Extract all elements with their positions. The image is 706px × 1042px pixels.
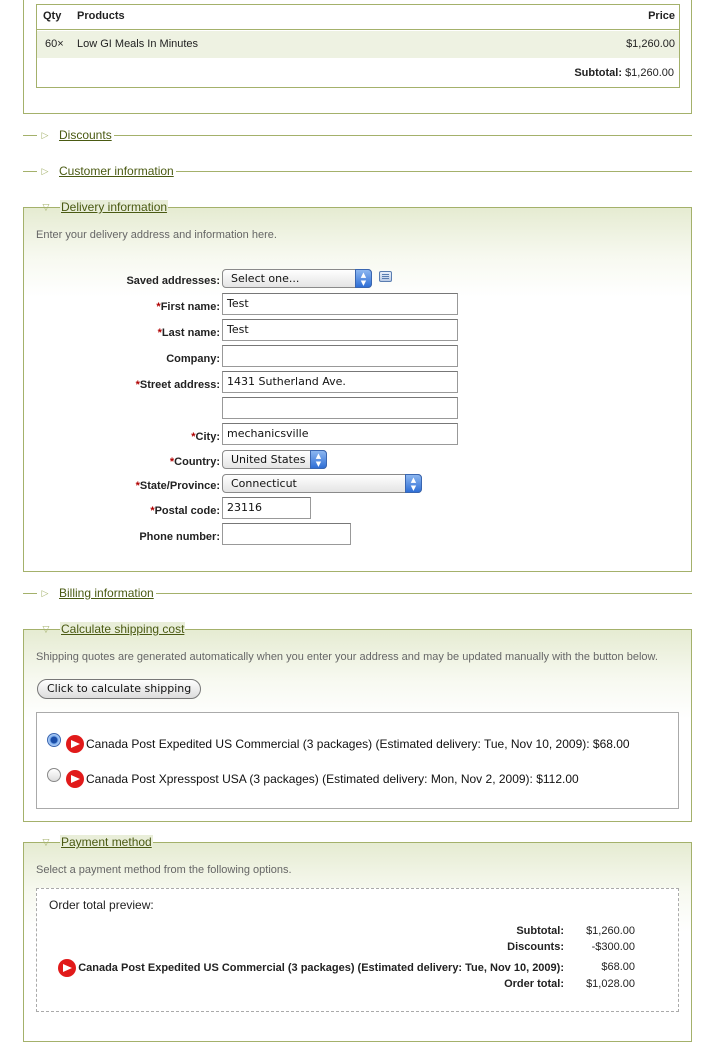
calculate-shipping-toggle-link[interactable]: Calculate shipping cost [61, 622, 185, 636]
subtotal-value: $1,260.00 [625, 67, 674, 79]
address-book-icon[interactable] [379, 271, 392, 282]
calculate-shipping-button[interactable]: Click to calculate shipping [37, 679, 201, 699]
preview-label: Subtotal: [516, 925, 564, 937]
postal-code-label: *Postal code: [150, 505, 220, 517]
city-label: *City: [191, 431, 220, 443]
shipping-quote-option[interactable] [47, 770, 579, 788]
quote-text: Canada Post Expedited US Commercial (3 packages) (Estimated delivery: Tue, Nov 10, 2009): $68.00 [86, 737, 630, 751]
item-product: Low GI Meals In Minutes [77, 38, 199, 50]
first-name-input[interactable]: Test [222, 293, 458, 315]
canada-post-icon [66, 735, 84, 753]
products-header: Products [77, 10, 125, 22]
expand-arrow-icon[interactable]: ▷ [41, 129, 49, 140]
delivery-information-toggle-link[interactable]: Delivery information [61, 200, 168, 214]
preview-line [37, 941, 678, 957]
canada-post-icon [66, 770, 84, 788]
collapse-arrow-icon[interactable]: ▽ [42, 836, 50, 847]
country-label: *Country: [169, 456, 220, 468]
state-province-value: Connecticut [231, 477, 297, 490]
country-value: United States [231, 453, 306, 466]
company-label: Company: [166, 353, 220, 365]
preview-label: Order total: [504, 978, 564, 990]
company-input[interactable] [222, 345, 458, 367]
preview-shipping-label: Canada Post Expedited US Commercial (3 packages) (Estimated delivery: Tue, Nov 10, 2009): [58, 959, 564, 977]
delivery-intro: Enter your delivery address and information here. [36, 229, 277, 241]
preview-label: Discounts: [507, 941, 564, 953]
select-stepper-icon: ▲ ▼ [355, 269, 372, 288]
preview-line [37, 959, 678, 975]
billing-information-toggle-link[interactable]: Billing information [59, 586, 154, 600]
radio-unselected[interactable] [47, 768, 61, 782]
preview-line [37, 925, 678, 941]
item-qty: 60× [45, 38, 64, 50]
country-select[interactable] [222, 450, 327, 469]
order-total-preview [36, 888, 679, 1012]
qty-header: Qty [43, 10, 62, 22]
collapse-arrow-icon[interactable]: ▽ [42, 201, 50, 212]
subtotal-label: Subtotal: [574, 67, 622, 79]
last-name-input[interactable]: Test [222, 319, 458, 341]
last-name-label: *Last name: [157, 327, 220, 339]
state-province-select[interactable] [222, 474, 422, 493]
phone-number-label: Phone number: [139, 531, 220, 543]
street-address-label: *Street address: [135, 379, 220, 391]
state-province-label: *State/Province: [135, 480, 220, 492]
first-name-label: *First name: [156, 301, 220, 313]
pane-billing-information [23, 586, 692, 600]
preview-line [37, 978, 678, 994]
item-price: $1,260.00 [626, 38, 675, 50]
postal-code-input[interactable]: 23116 [222, 497, 311, 519]
select-stepper-icon: ▲ ▼ [405, 474, 422, 493]
shipping-quotes [36, 712, 679, 809]
preview-value: $1,028.00 [586, 978, 635, 990]
saved-addresses-value: Select one... [231, 272, 300, 285]
pane-calculate-shipping [23, 622, 692, 822]
preview-value: $68.00 [601, 961, 635, 973]
payment-intro: Select a payment method from the following options. [36, 864, 292, 876]
preview-value: $1,260.00 [586, 925, 635, 937]
discounts-toggle-link[interactable]: Discounts [59, 128, 112, 142]
saved-addresses-label: Saved addresses: [126, 275, 220, 287]
cart-table [36, 4, 680, 88]
table-row [37, 31, 679, 58]
expand-arrow-icon[interactable]: ▷ [41, 165, 49, 176]
saved-addresses-select[interactable] [222, 269, 372, 288]
payment-method-toggle-link[interactable]: Payment method [61, 835, 152, 849]
cart-header [37, 5, 679, 30]
select-stepper-icon: ▲ ▼ [310, 450, 327, 469]
quote-text: Canada Post Xpresspost USA (3 packages) (Estimated delivery: Mon, Nov 2, 2009): $112.00 [86, 772, 579, 786]
canada-post-icon [58, 959, 76, 977]
expand-arrow-icon[interactable]: ▷ [41, 587, 49, 598]
pane-delivery-information [23, 200, 692, 572]
street-address-line2-input[interactable] [222, 397, 458, 419]
shipping-quote-option[interactable] [47, 735, 630, 753]
shipping-intro: Shipping quotes are generated automatically when you enter your address and may be updated manually with the button below. [36, 651, 658, 663]
street-address-input[interactable]: 1431 Sutherland Ave. [222, 371, 458, 393]
cart-subtotal [574, 67, 674, 79]
collapse-arrow-icon[interactable]: ▽ [42, 623, 50, 634]
customer-information-toggle-link[interactable]: Customer information [59, 164, 174, 178]
preview-title: Order total preview: [49, 898, 154, 912]
pane-customer-information [23, 164, 692, 178]
city-input[interactable]: mechanicsville [222, 423, 458, 445]
cart-panel [23, 0, 692, 114]
radio-selected[interactable] [47, 733, 61, 747]
preview-value: -$300.00 [591, 941, 635, 953]
pane-payment-method [23, 835, 692, 1042]
price-header: Price [648, 10, 675, 22]
pane-discounts [23, 128, 692, 142]
phone-number-input[interactable] [222, 523, 351, 545]
